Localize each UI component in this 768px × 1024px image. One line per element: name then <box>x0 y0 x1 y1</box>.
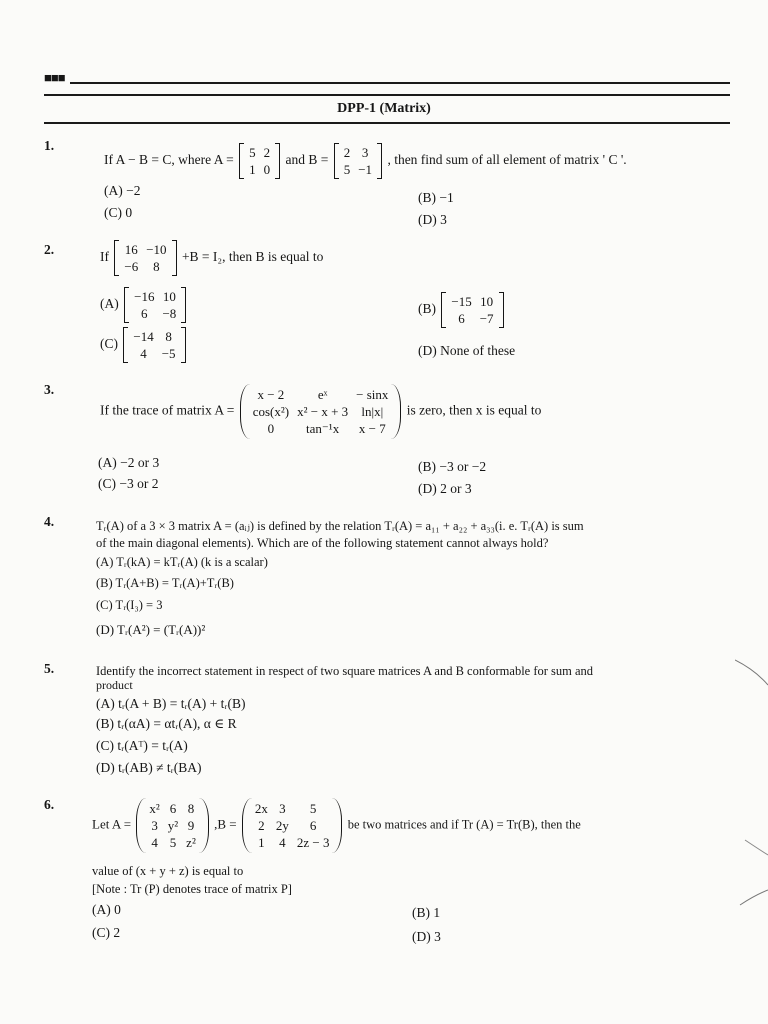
q2-option-c <box>100 327 188 363</box>
question-number-2: 2. <box>44 242 55 257</box>
matrix-cell: 8 <box>165 329 172 344</box>
q6-option-a: (A) 0 <box>92 902 121 917</box>
question-number-1: 1. <box>44 138 55 153</box>
matrix-cell: 5 <box>309 801 317 816</box>
matrix-cell: 5 <box>343 162 351 177</box>
matrix-cell: −1 <box>358 162 373 177</box>
q6-text-line-2: value of (x + y + z) is equal to <box>92 864 244 878</box>
matrix-cell: −14 <box>133 329 154 344</box>
matrix-cell: 6 <box>309 818 317 833</box>
q1-matrix-a <box>239 143 280 179</box>
matrix-cell: 2y <box>275 818 289 833</box>
question-6-stem <box>92 798 581 853</box>
matrix-cell: −15 <box>451 294 472 309</box>
header-rule-second <box>44 94 730 96</box>
q2-option-b-matrix <box>441 292 503 328</box>
q2-text-pre: If <box>100 249 109 265</box>
q6-option-c: (C) 2 <box>92 925 121 940</box>
q1-option-a: (A) −2 <box>104 183 141 198</box>
q2-option-a-matrix <box>124 287 186 323</box>
question-number-4: 4. <box>44 514 55 529</box>
q5-option-a: (A) tᵣ(A + B) = tᵣ(A) + tᵣ(B) <box>96 696 246 711</box>
matrix-cell: 2x <box>254 801 268 816</box>
q3-option-c: (C) −3 or 2 <box>98 476 159 491</box>
q6-matrix-a <box>136 798 208 853</box>
q1-option-d: (D) 3 <box>418 212 447 227</box>
matrix-cell: −16 <box>134 289 155 304</box>
q4-option-d: (D) Tᵣ(A²) = (Tᵣ(A))² <box>96 622 206 637</box>
matrix-cell: 6 <box>169 801 177 816</box>
question-1-stem <box>104 143 627 179</box>
q1-option-c: (C) 0 <box>104 205 133 220</box>
matrix-cell: −7 <box>479 311 494 326</box>
page-title: DPP-1 (Matrix) <box>337 101 431 116</box>
title-rule <box>44 122 730 124</box>
matrix-cell: x² − x + 3 <box>297 404 349 419</box>
matrix-cell: 16 <box>124 242 138 257</box>
matrix-cell: 3 <box>361 145 369 160</box>
header-rule-top <box>70 82 730 84</box>
q2-option-d: (D) None of these <box>418 343 516 358</box>
matrix-cell: 5 <box>249 145 256 160</box>
q2-matrix-m <box>114 240 176 276</box>
matrix-cell: 4 <box>140 346 147 361</box>
question-number-5: 5. <box>44 661 55 676</box>
q5-text-line-1: Identify the incorrect statement in respect of two square matrices A and B conformable for sum and <box>96 664 594 678</box>
matrix-cell: eˣ <box>317 387 328 402</box>
q6-option-b: (B) 1 <box>412 905 441 920</box>
q1-text-mid: and B = <box>285 152 329 168</box>
header-mark: ■■■ <box>44 70 65 85</box>
matrix-cell: 2 <box>343 145 351 160</box>
matrix-cell: −8 <box>162 306 177 321</box>
matrix-cell: x − 2 <box>257 387 285 402</box>
q2-option-c-matrix <box>123 327 185 363</box>
matrix-cell: 3 <box>279 801 286 816</box>
question-number-3: 3. <box>44 382 55 397</box>
matrix-cell: 10 <box>162 289 176 304</box>
matrix-cell: ln|x| <box>361 404 384 419</box>
q6-text-pre: Let A = <box>92 816 132 832</box>
q6-note: [Note : Tr (P) denotes trace of matrix P] <box>92 882 292 896</box>
matrix-cell: x² <box>149 801 160 816</box>
matrix-cell: 1 <box>249 162 256 177</box>
matrix-cell: − sinx <box>356 387 389 402</box>
q1-option-b: (B) −1 <box>418 190 454 205</box>
matrix-cell: −5 <box>161 346 176 361</box>
q6-matrix-b <box>242 798 343 853</box>
q2-option-b <box>418 292 506 328</box>
matrix-cell: 8 <box>153 259 160 274</box>
q2-option-a-label: (A) <box>100 296 119 312</box>
q6-option-d: (D) 3 <box>412 929 441 944</box>
matrix-cell: 4 <box>279 835 286 850</box>
q3-text-post: is zero, then x is equal to <box>406 402 542 418</box>
question-number-6: 6. <box>44 797 55 812</box>
q5-option-c: (C) tᵣ(Aᵀ) = tᵣ(A) <box>96 738 188 753</box>
matrix-cell: 5 <box>169 835 177 850</box>
matrix-cell: x − 7 <box>358 421 386 436</box>
q3-option-a: (A) −2 or 3 <box>98 455 160 470</box>
matrix-cell: 2z − 3 <box>296 835 330 850</box>
scan-edge-artifact <box>735 650 768 910</box>
q1-text-post: , then find sum of all element of matrix ' C '. <box>387 152 627 168</box>
matrix-cell: 2 <box>258 818 265 833</box>
q2-option-c-label: (C) <box>100 336 118 352</box>
q4-option-b: (B) Tᵣ(A+B) = Tᵣ(A)+Tᵣ(B) <box>96 576 234 590</box>
matrix-cell: y² <box>167 818 179 833</box>
q4-text-line-1: Tᵣ(A) of a 3 × 3 matrix A = (aᵢⱼ) is defined by the relation Tᵣ(A) = a₁₁ + a₂₂ + a₃₃(i. e. Tᵣ(A) is sum <box>96 519 584 533</box>
matrix-cell: 2 <box>263 145 271 160</box>
q3-option-b: (B) −3 or −2 <box>418 459 487 474</box>
question-2-stem <box>100 240 323 276</box>
q5-option-d: (D) tᵣ(AB) ≠ tᵣ(BA) <box>96 760 202 775</box>
matrix-cell: 4 <box>151 835 158 850</box>
q5-option-b: (B) tᵣ(αA) = αtᵣ(A), α ∈ R <box>96 716 237 731</box>
matrix-cell: cos(x²) <box>252 404 290 419</box>
q1-matrix-b <box>334 143 382 179</box>
q1-text-pre: If A − B = C, where A = <box>104 152 234 168</box>
q2-option-b-label: (B) <box>418 301 436 317</box>
matrix-cell: 6 <box>141 306 148 321</box>
q3-matrix-a <box>240 384 402 439</box>
matrix-cell: 0 <box>267 421 275 436</box>
q3-text-pre: If the trace of matrix A = <box>100 402 235 418</box>
q4-option-a: (A) Tᵣ(kA) = kTᵣ(A) (k is a scalar) <box>96 555 268 569</box>
matrix-cell: −10 <box>146 242 167 257</box>
matrix-cell: 3 <box>151 818 158 833</box>
q2-text-post: +B = I₂, then B is equal to <box>181 249 324 265</box>
matrix-cell: 8 <box>187 801 195 816</box>
matrix-cell: 1 <box>258 835 265 850</box>
matrix-cell: tan⁻¹x <box>306 421 340 436</box>
question-3-stem <box>100 384 541 439</box>
matrix-cell: 6 <box>458 311 465 326</box>
q4-text-line-2: of the main diagonal elements). Which are of the following statement cannot always hold? <box>96 536 549 550</box>
matrix-cell: −6 <box>124 259 139 274</box>
q4-option-c: (C) Tᵣ(I₃) = 3 <box>96 598 163 612</box>
q2-option-a <box>100 287 188 323</box>
q6-text-mid: ,B = <box>214 816 237 832</box>
matrix-cell: 9 <box>187 818 195 833</box>
matrix-cell: 10 <box>480 294 494 309</box>
matrix-cell: z² <box>186 835 196 850</box>
q5-text-line-2: product <box>96 678 133 692</box>
q3-option-d: (D) 2 or 3 <box>418 481 472 496</box>
matrix-cell: 0 <box>263 162 271 177</box>
q6-text-post: be two matrices and if Tr (A) = Tr(B), then the <box>347 817 581 832</box>
